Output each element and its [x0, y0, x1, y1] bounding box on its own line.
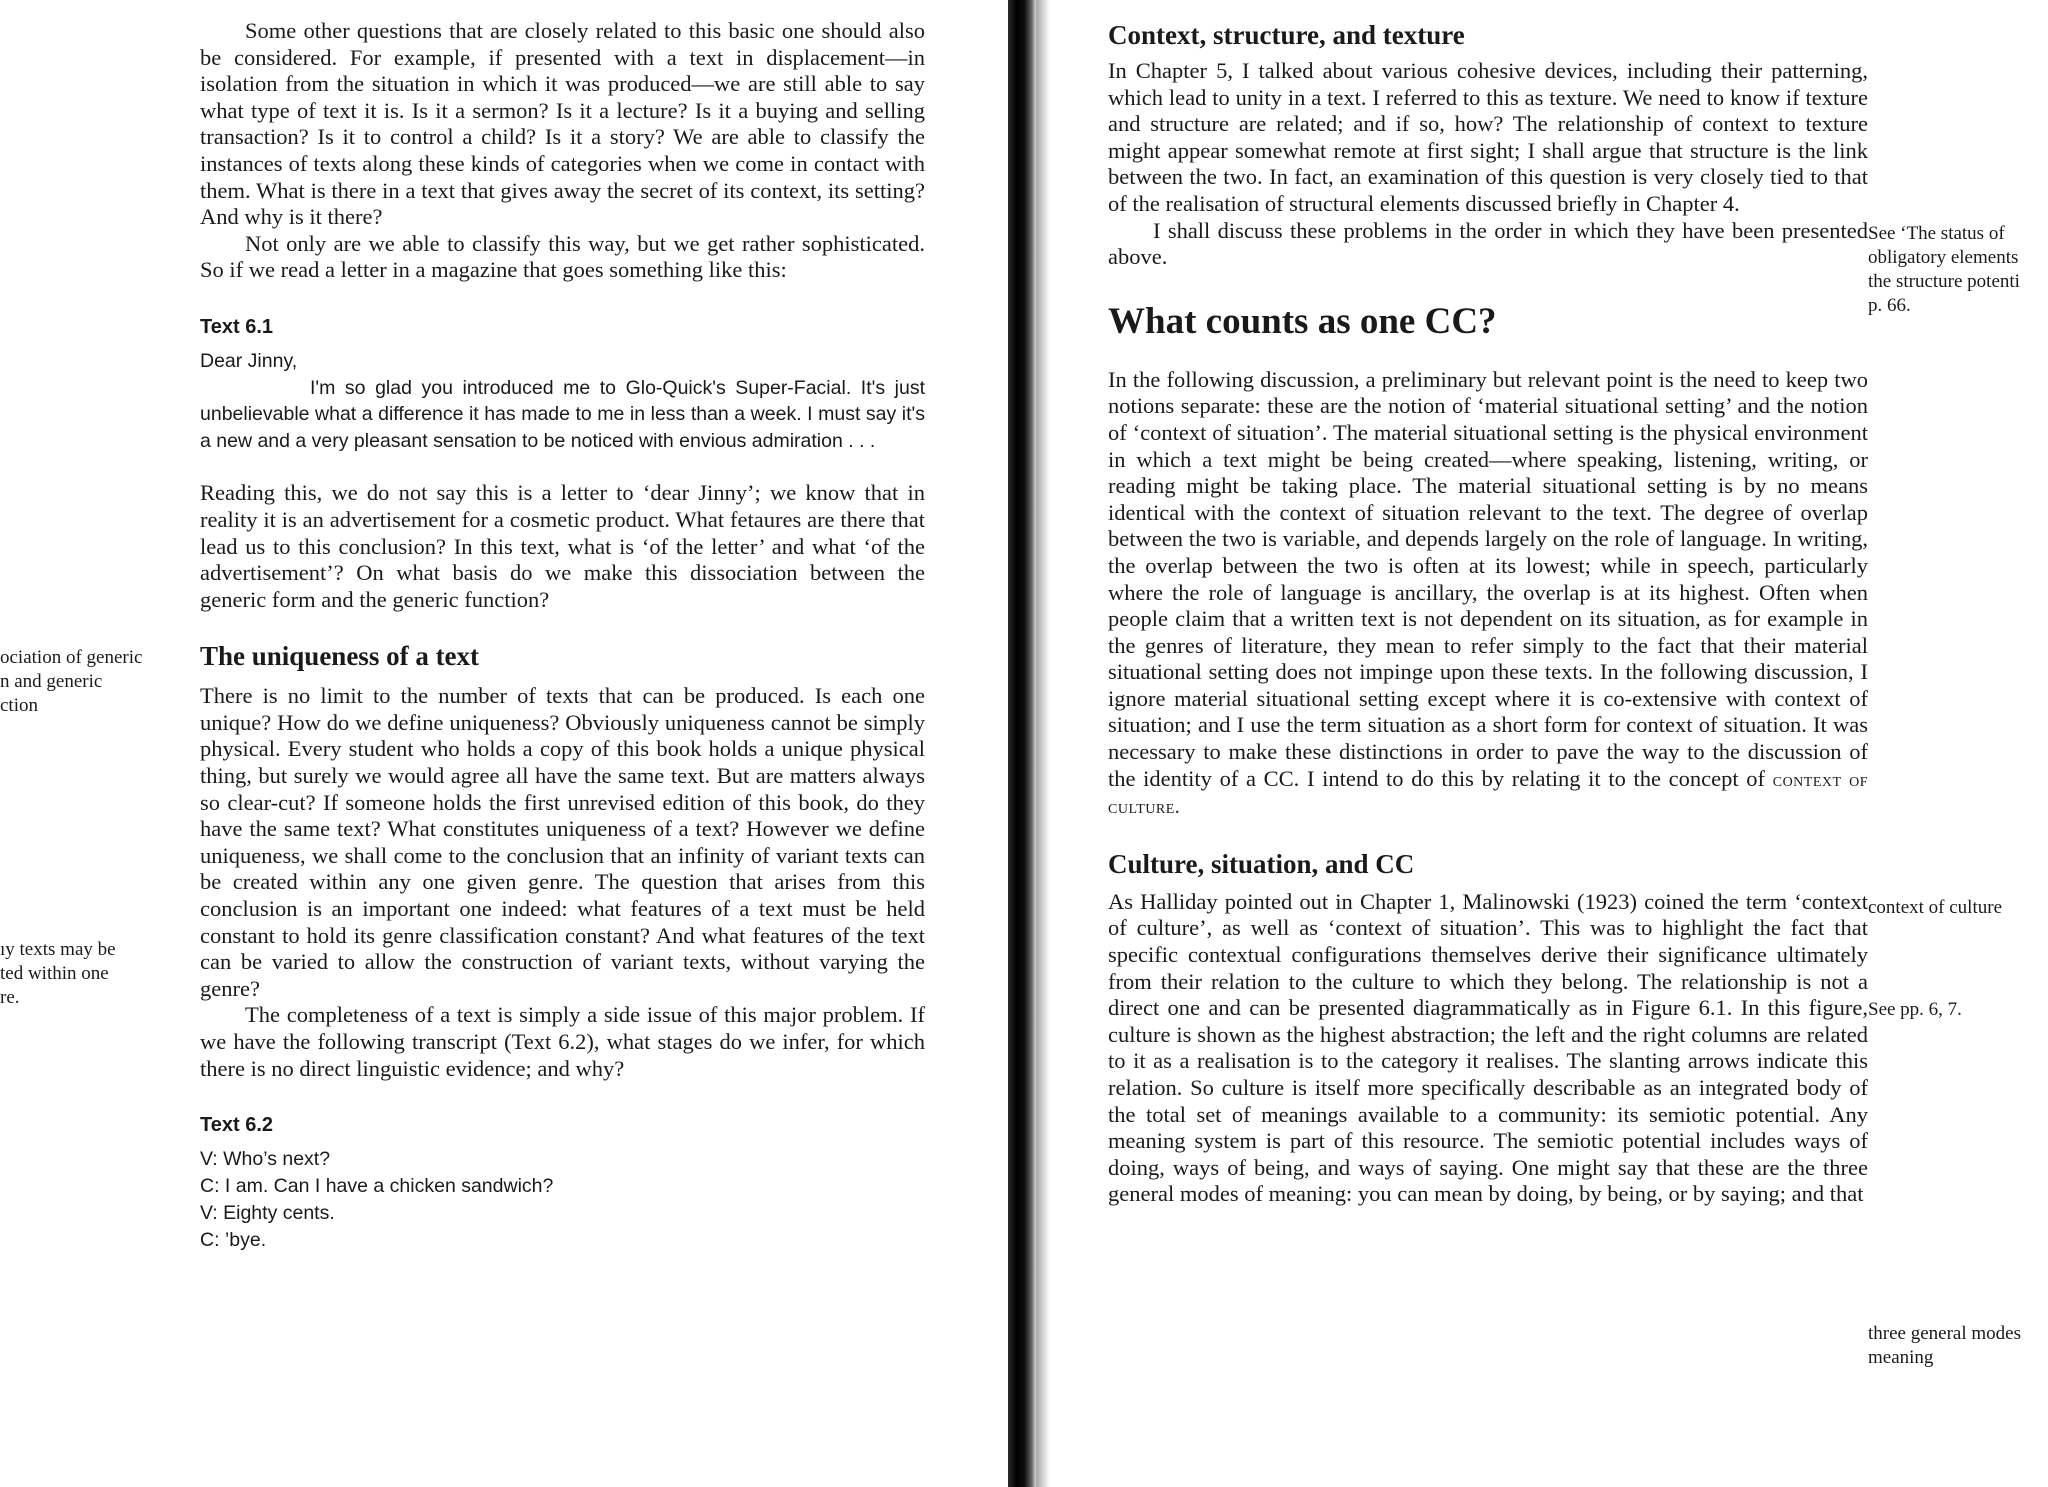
right-text-column [1108, 18, 1868, 1208]
paragraph-halliday: As Halliday pointed out in Chapter 1, Malinowski (1923) coined the term ‘context of culture’, as well as ‘context of situation’. This was to highlight the fact that specific contextual configurations themselves derive their significance ultimately from their relation to the culture to which they belong. The relationship is not a direct one and can be presented diagrammatically as in Figure 6.1. In this figure, culture is shown as the highest abstraction; the left and the right columns are related to it as a realisation is to the category it realises. The slanting arrows indicate this relation. So culture is itself more specifically describable as an integrated body of the total set of meanings available to a community: its semiotic potential. Any meaning system is part of this resource. The semiotic potential includes ways of doing, ways of being, and ways of saying. One might say that these are the three general modes of meaning: you can mean by doing, by being, or by saying; and that [1108, 888, 1868, 1207]
margin-note-see-pages: See pp. 6, 7. [1868, 999, 1962, 1020]
text-6-2-label: Text 6.2 [200, 1114, 273, 1137]
left-page [0, 0, 1008, 1487]
paragraph-completeness: The completeness of a text is simply a side issue of this major problem. If we have the following transcript (Text 6.2), what stages do we infer, for which there is no direct linguistic evidence; and why? [200, 1002, 925, 1081]
term-context-of-culture: context of culture. [1108, 768, 1869, 819]
transcript-line: C: I am. Can I have a chicken sandwich? [200, 1175, 554, 1198]
paragraph-no-limit: There is no limit to the number of texts that can be produced. Is each one unique? How do we define uniqueness? Obviously uniqueness cannot be simply physical. Every student who holds a copy of this book holds a unique physical thing, but surely we would agree all have the same text. But are matters always so clear-cut? If someone holds the first unrevised edition of this book, do they have the same text? What constitutes uniqueness of a text? However we define uniqueness, we shall come to the conclusion that an infinity of variant texts can be created within any one given genre. The question that arises from this conclusion is an important one indeed: what features of a text must be held constant to hold its genre classification constant? And what features of the text can be varied to allow the construction of variant texts, without varying the genre? [200, 683, 925, 1001]
heading-what-counts-cc: What counts as one CC? [1108, 300, 1497, 342]
book-gutter [1008, 0, 1036, 1487]
transcript-line: V: Eighty cents. [200, 1202, 335, 1225]
paragraph-preliminary-point [1108, 367, 1868, 821]
paragraph-cohesive-devices: In Chapter 5, I talked about various cohesive devices, including their patterning, which lead to unity in a text. I referred to this as texture. We need to know if texture and structure are related; and if so, how? The relationship of context to texture might appear somewhat remote at first sight; I shall argue that structure is the link between the two. In fact, an examination of this question is very closely tied to that of the realisation of structural elements discussed briefly in Chapter 4. [1108, 58, 1868, 216]
heading-uniqueness: The uniqueness of a text [200, 641, 480, 672]
paragraph-classify: Not only are we able to classify this way, but we get rather sophisticated. So if we read a letter in a magazine that goes something like this: [200, 230, 925, 283]
letter-body: I'm so glad you introduced me to Glo-Quick's Super-Facial. It's just unbelievable what a difference it has made to me in less than a week. I must say it's a new and a very pleasant sensation to be noticed with envious admiration . . . [200, 376, 925, 452]
paragraph-discuss-problems: I shall discuss these problems in the order in which they have been presented above. [1108, 217, 1868, 270]
right-page [1036, 0, 2048, 1487]
margin-note-three-modes: three general modes meaning [1868, 1323, 2021, 1368]
margin-note-status-obligatory: See ‘The status of obligatory elements the structure potenti p. 66. [1868, 223, 2020, 316]
margin-note-dissociation: ociation of generic n and generic ction [0, 647, 143, 716]
transcript-line: V: Who’s next? [200, 1148, 331, 1171]
paragraph-questions: Some other questions that are closely related to this basic one should also be considered. For example, if presented with a text in displacement—in isolation from the situation in which it was produced—we are still able to say what type of text it is. Is it a sermon? Is it a lecture? Is it a buying and selling transaction? Is it to control a child? Is it a story? We are able to classify the instances of texts along these kinds of categories when we come in contact with them. What is there in a text that gives away the secret of its context, its setting? And why is it there? [200, 18, 925, 230]
transcript-line: C: ’bye. [200, 1229, 267, 1252]
paragraph-preliminary-text: In the following discussion, a preliminary but relevant point is the need to keep two notions separate: these are the notion of ‘material situational setting’ and the notion of ‘context of situation’. The material situational setting is the physical environment in which a text might be being created—where speaking, listening, writing, or reading might be taking place. The material situational setting is by no means identical with the context of situation relevant to the text. The degree of overlap between the two is variable, and depends largely on the role of language. In writing, the overlap between the two is often at its lowest; while in speech, particularly where the role of language is ancillary, the overlap is at its highest. Often when people claim that a written text is not dependent on its situation, as for example in the genres of literature, they mean to refer simply to the fact that their material situational setting does not impinge upon these texts. In the following discussion, I ignore material situational setting except where it is co-extensive with context of situation; and I use the term situation as a short form for context of situation. It was necessary to make these distinctions in order to pave the way to the discussion of the identity of a CC. I intend to do this by relating it to the concept of [1108, 366, 1868, 791]
left-text-column [200, 18, 925, 1254]
text-6-1-label: Text 6.1 [200, 315, 273, 338]
margin-note-variant-texts: ıy texts may be ted within one re. [0, 939, 116, 1008]
heading-culture-situation-cc: Culture, situation, and CC [1108, 848, 1415, 879]
letter-salutation: Dear Jinny, [200, 349, 298, 372]
paragraph-reading-this: Reading this, we do not say this is a letter to ‘dear Jinny’; we know that in reality it is an advertisement for a cosmetic product. What fetaures are there that lead us to this conclusion? In this text, what is ‘of the letter’ and what ‘of the advertisement’? On what basis do we make this dissociation between the generic form and the generic function? [200, 480, 925, 612]
heading-context-structure-texture: Context, structure, and texture [1108, 20, 1465, 50]
margin-note-context-of-culture: context of culture [1868, 897, 2003, 918]
